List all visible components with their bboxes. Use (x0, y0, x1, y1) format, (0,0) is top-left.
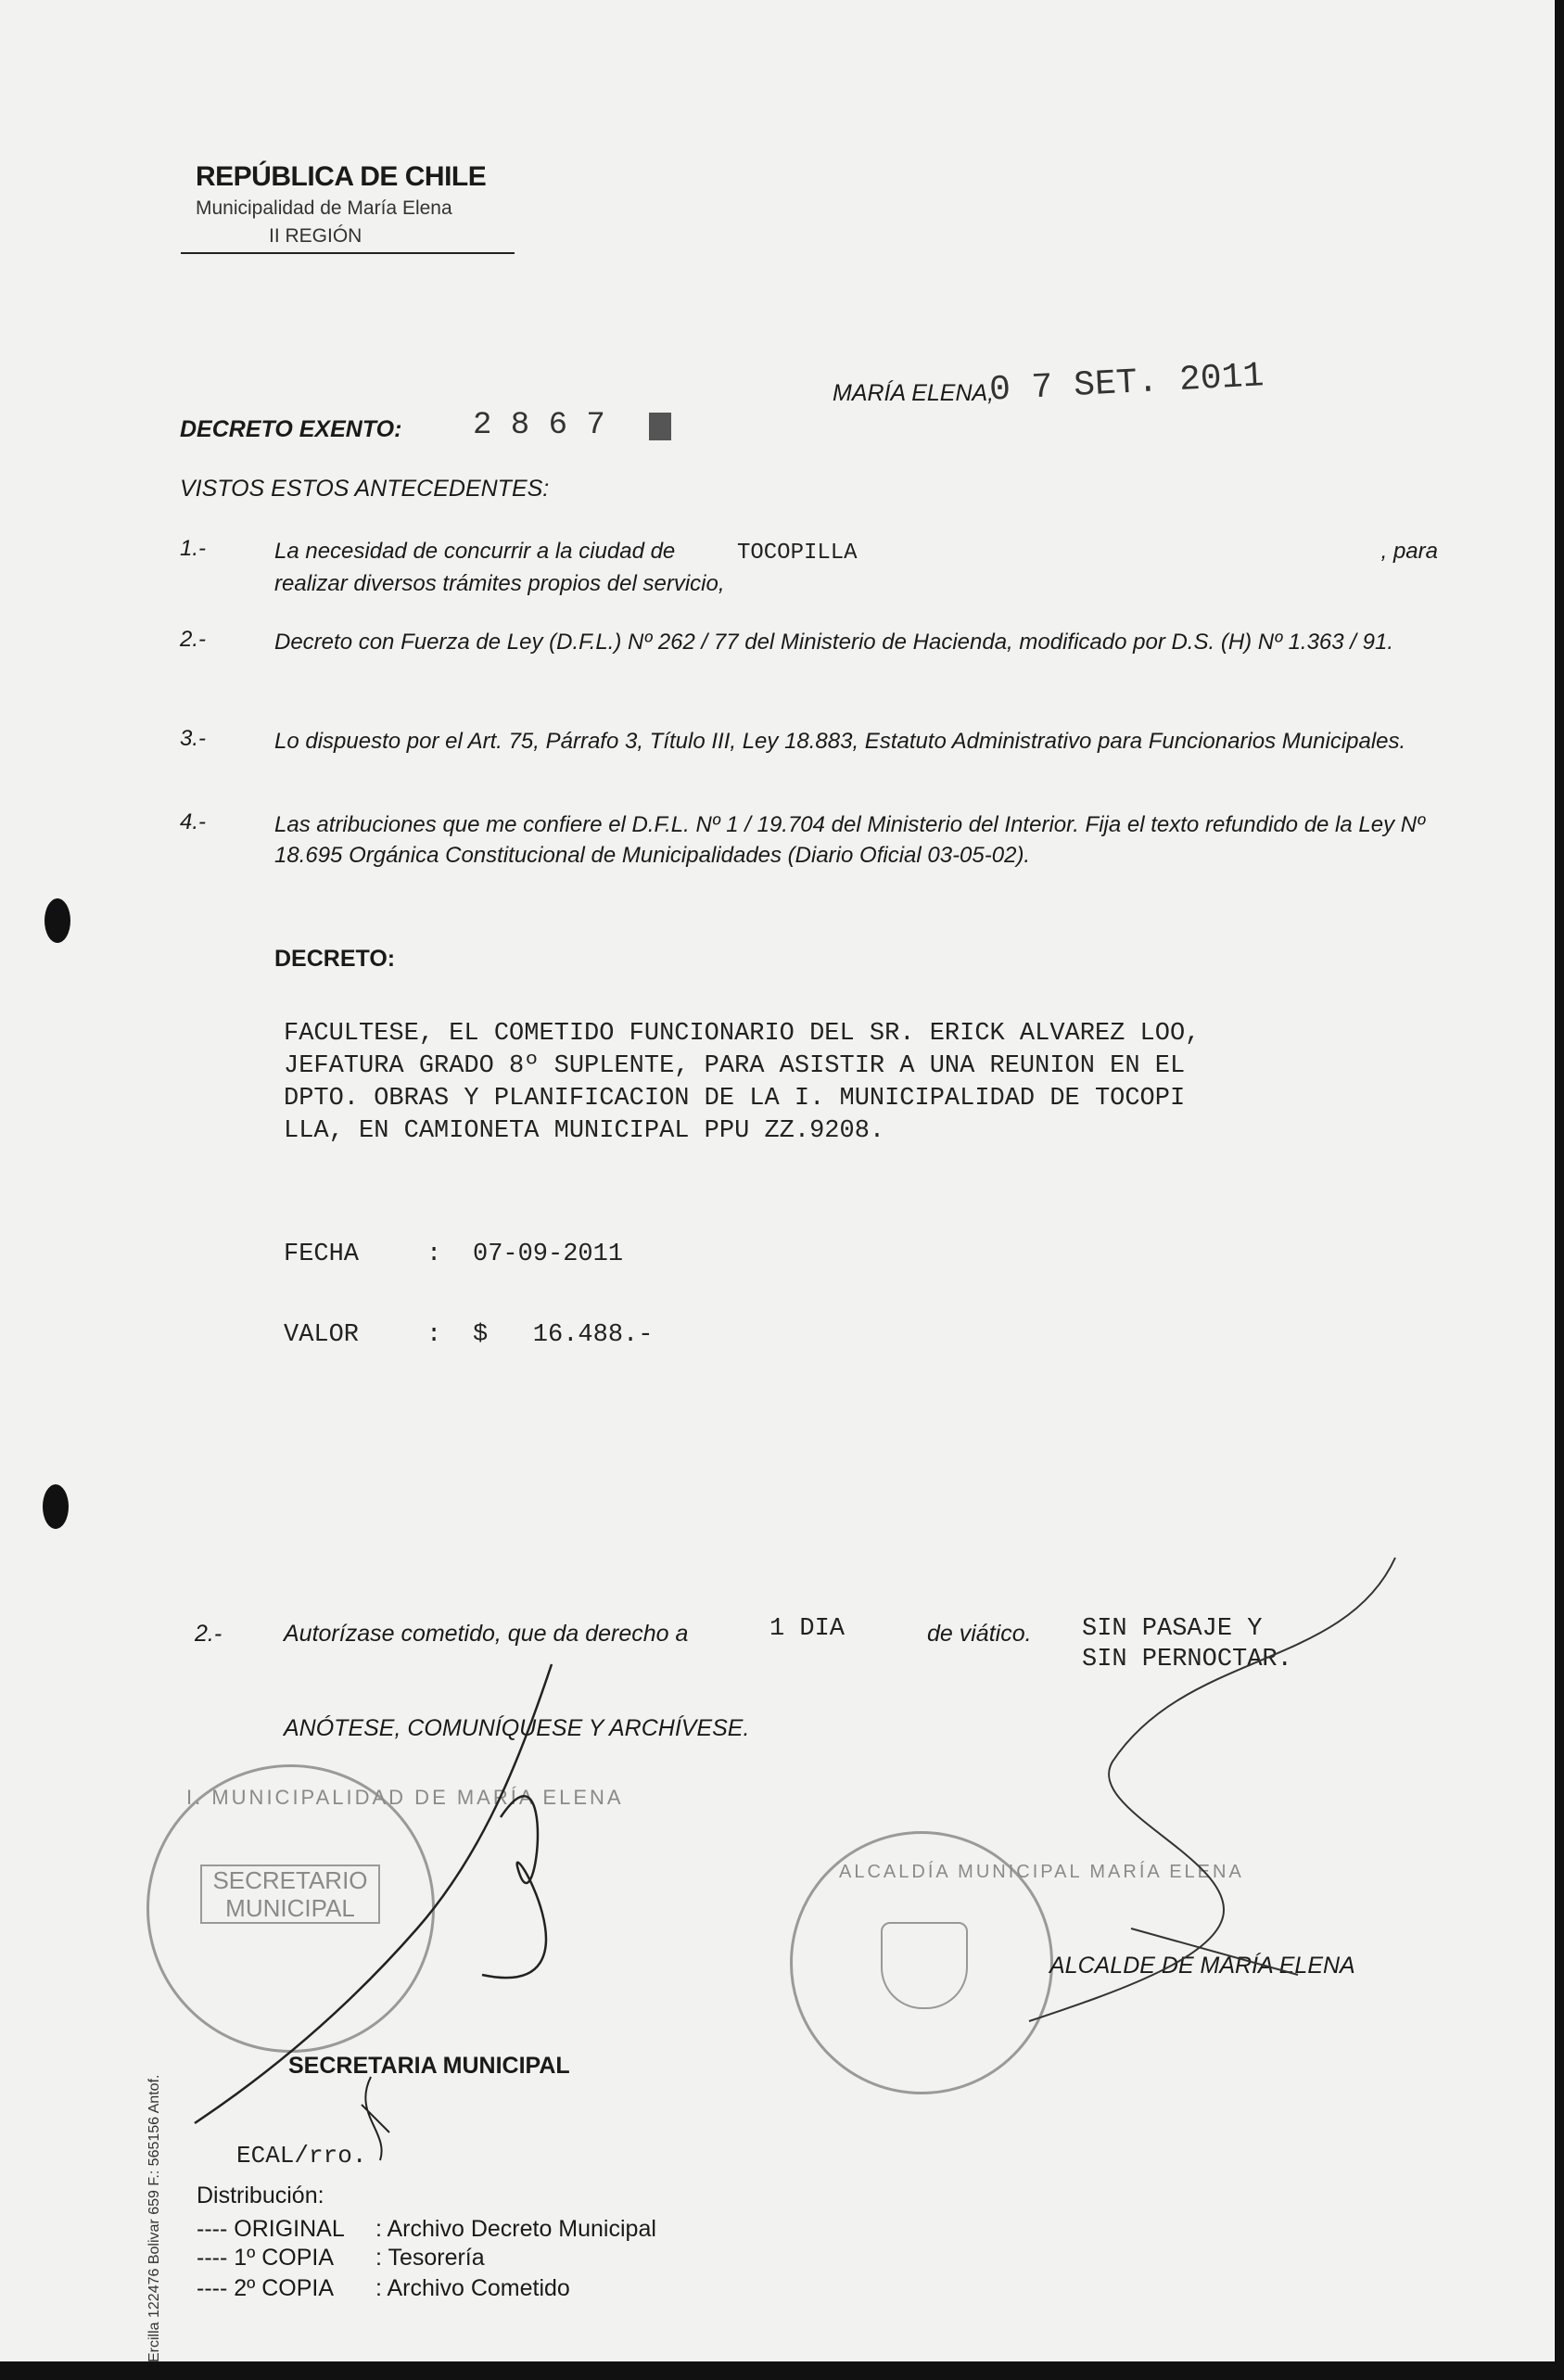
header-region: II REGIÓN (269, 225, 362, 247)
secretary-signature (195, 1664, 552, 2123)
distribution-copy: ---- 2º COPIA (197, 2275, 335, 2301)
viatico-days: 1 DIA (769, 1615, 846, 1643)
decree-number: 2 8 6 7 (473, 408, 605, 443)
fecha-sep: : (426, 1241, 442, 1268)
distribution-dest: : Archivo Cometido (375, 2275, 570, 2301)
decree-label: DECRETO EXENTO: (180, 416, 402, 442)
fecha-value: 07-09-2011 (473, 1241, 624, 1268)
closing-formula: ANÓTESE, COMUNÍQUESE Y ARCHÍVESE. (284, 1715, 750, 1741)
header-country: REPÚBLICA DE CHILE (196, 161, 487, 192)
city-name: TOCOPILLA (736, 541, 858, 566)
vistos-item-2: Decreto con Fuerza de Ley (D.F.L.) Nº 262 / 77 del Ministerio de Hacienda, modificado por D.S. (H) Nº 1.363 / 91. (274, 630, 1393, 655)
item-suffix: , para (1380, 539, 1438, 564)
item-number: 4.- (180, 809, 207, 834)
item-text: La necesidad de concurrir a la ciudad de (274, 539, 676, 564)
seal-center-text: SECRETARIO MUNICIPAL (200, 1865, 380, 1924)
mayor-signature (1029, 1558, 1395, 2021)
fecha-label: FECHA (284, 1241, 360, 1268)
valor-value: $ 16.488.- (473, 1321, 654, 1349)
vistos-item-4: Las atribuciones que me confiere el D.F.L. Nº 1 / 19.704 del Ministerio del Interior. Fija el texto refundido de la Ley Nº 18.695 Orgánica Constitucional de Municipalidades (Diario Oficial 03-05-02). (274, 812, 1425, 868)
viatico-note-1: SIN PASAJE Y (1082, 1615, 1263, 1643)
item-number: 2.- (180, 627, 207, 652)
item-text-cont: realizar diversos trámites propios del servicio, (274, 571, 725, 596)
place-label: MARÍA ELENA, (833, 380, 995, 406)
punch-hole (45, 898, 70, 943)
initials: ECAL/rro. (236, 2142, 367, 2170)
printer-imprint: Ercilla 122476 Bolivar 659 F.: 565156 Antof. (146, 2074, 162, 2362)
item-number: 3.- (180, 726, 207, 751)
mayor-signature-label: ALCALDE DE MARÍA ELENA (1049, 1953, 1355, 1979)
distribution-dest: : Archivo Decreto Municipal (375, 2216, 656, 2242)
distribution-dest: : Tesorería (375, 2245, 485, 2271)
seal-ring-text: ALCALDÍA MUNICIPAL MARÍA ELENA (839, 1862, 1244, 1882)
viatico-note-2: SIN PERNOCTAR. (1082, 1646, 1292, 1674)
vistos-title: VISTOS ESTOS ANTECEDENTES: (180, 476, 550, 502)
valor-sep: : (426, 1321, 442, 1349)
distribution-copy: ---- ORIGINAL (197, 2216, 345, 2242)
vistos-item-3: Lo dispuesto por el Art. 75, Párrafo 3, Título III, Ley 18.883, Estatuto Administrativo para Funcionarios Municipales. (274, 729, 1406, 754)
punch-hole (43, 1484, 69, 1529)
seal-ring-text: I. MUNICIPALIDAD DE MARÍA ELENA (186, 1786, 624, 1809)
item-number: 1.- (180, 536, 207, 561)
distribution-copy: ---- 1º COPIA (197, 2245, 335, 2271)
distribution-title: Distribución: (197, 2183, 324, 2208)
decreto-title: DECRETO: (274, 946, 396, 972)
valor-label: VALOR (284, 1321, 360, 1349)
secretary-signature-label: SECRETARIA MUNICIPAL (288, 2053, 570, 2079)
decreto-body: FACULTESE, EL COMETIDO FUNCIONARIO DEL SR. ERICK ALVAREZ LOO, JEFATURA GRADO 8º SUPLENTE, PARA ASISTIR A UNA REUNION EN EL DPTO. OBRAS Y PLANIFICACION DE LA I. MUNICIPALIDAD DE TOCOPI LLA, EN CAMIONETA MUNICIPAL PPU ZZ.9208. (284, 1020, 1201, 1145)
viatico-number: 2.- (195, 1621, 223, 1647)
header-municipality: Municipalidad de María Elena (196, 197, 452, 219)
viatico-text2: de viático. (927, 1621, 1032, 1647)
viatico-text: Autorízase cometido, que da derecho a (284, 1621, 689, 1647)
date-stamp: 0 7 SET. 2011 (988, 356, 1265, 411)
